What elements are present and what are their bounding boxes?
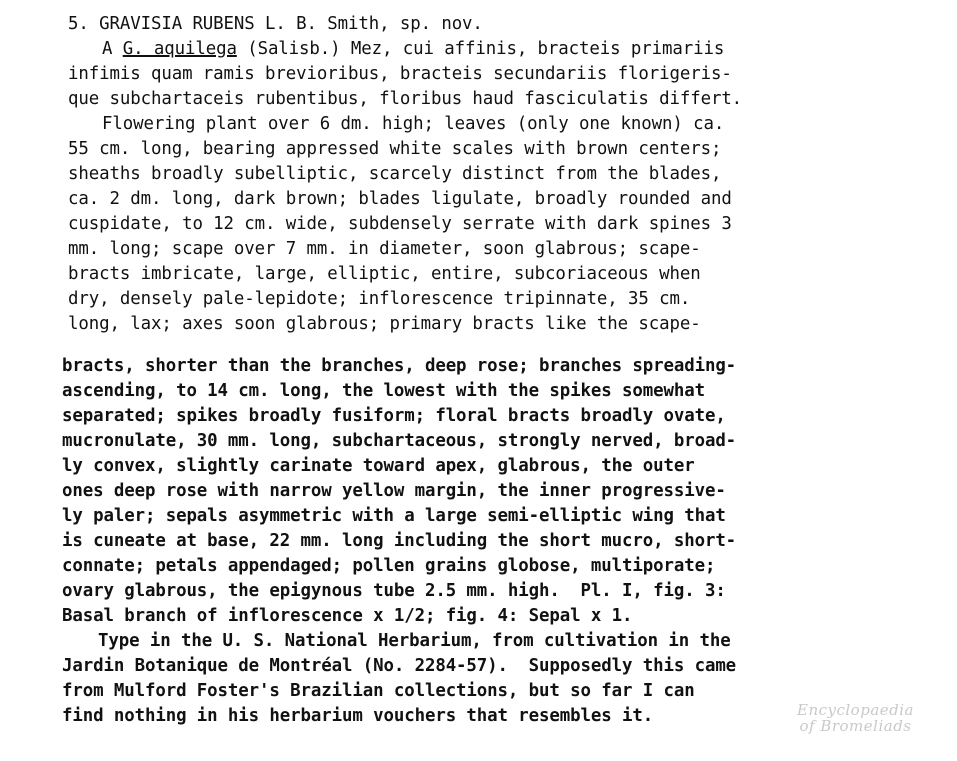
text-line [68, 316, 701, 333]
watermark-line-2: of Bromeliads [799, 717, 912, 735]
text-line [68, 216, 732, 233]
text-line [102, 41, 724, 58]
text-segment: cuspidate, to 12 cm. wide, subdensely serrate with dark spines 3 [68, 214, 732, 234]
text-line: ly paler; sepals asymmetric with a large semi-elliptic wing that [62, 506, 726, 526]
text-line [102, 116, 724, 133]
text-segment: bracts imbricate, large, elliptic, entire, subcoriaceous when [68, 264, 701, 284]
text-line [68, 166, 721, 183]
text-line [68, 241, 701, 258]
text-line: connate; petals appendaged; pollen grains globose, multiporate; [62, 556, 716, 576]
text-line: ovary glabrous, the epigynous tube 2.5 mm. high. Pl. I, fig. 3: [62, 581, 726, 601]
text-segment: ca. 2 dm. long, dark brown; blades ligulate, broadly rounded and [68, 189, 732, 209]
text-line: from Mulford Foster's Brazilian collections, but so far I can [62, 681, 695, 701]
text-segment: 55 cm. long, bearing appressed white scales with brown centers; [68, 139, 722, 159]
text-line [68, 66, 732, 83]
text-line: ones deep rose with narrow yellow margin, the inner progressive- [62, 481, 726, 501]
text-line [68, 91, 742, 108]
text-line: separated; spikes broadly fusiform; floral bracts broadly ovate, [62, 406, 726, 426]
text-line [68, 291, 690, 308]
text-segment: que subchartaceis rubentibus, floribus haud fasciculatis differt. [68, 89, 743, 109]
text-segment: infimis quam ramis brevioribus, bracteis secundariis florigeris- [68, 64, 732, 84]
text-segment: mm. long; scape over 7 mm. in diameter, soon glabrous; scape- [68, 239, 701, 259]
text-segment: dry, densely pale-lepidote; inflorescence tripinnate, 35 cm. [68, 289, 691, 309]
text-line: ascending, to 14 cm. long, the lowest with the spikes somewhat [62, 381, 705, 401]
text-line: Type in the U. S. National Herbarium, from cultivation in the [98, 631, 731, 651]
watermark [768, 702, 943, 734]
text-segment: 5. GRAVISIA RUBENS L. B. Smith, sp. nov. [68, 14, 483, 34]
text-line: is cuneate at base, 22 mm. long including the short mucro, short- [62, 531, 737, 551]
text-line: Jardin Botanique de Montréal (No. 2284-57). Supposedly this came [62, 656, 737, 676]
text-line: ly convex, slightly carinate toward apex, glabrous, the outer [62, 456, 695, 476]
text-line [68, 141, 721, 158]
text-segment: (Salisb.) Mez, cui affinis, bracteis primariis [236, 39, 725, 59]
text-line [68, 191, 732, 208]
text-line: bracts, shorter than the branches, deep rose; branches spreading- [62, 356, 737, 376]
text-segment: long, lax; axes soon glabrous; primary bracts like the scape- [68, 314, 701, 334]
text-segment: A [102, 39, 123, 59]
text-line [68, 16, 483, 33]
text-line: mucronulate, 30 mm. long, subchartaceous, strongly nerved, broad- [62, 431, 737, 451]
text-line: Basal branch of inflorescence x 1/2; fig. 4: Sepal x 1. [62, 606, 633, 626]
text-segment: sheaths broadly subelliptic, scarcely distinct from the blades, [68, 164, 722, 184]
text-line: find nothing in his herbarium vouchers that resembles it. [62, 706, 654, 726]
text-segment: Flowering plant over 6 dm. high; leaves (only one known) ca. [102, 114, 725, 134]
text-line [68, 266, 701, 283]
underlined-genus-name: G. aquilega [122, 39, 237, 59]
watermark-line-1: Encyclopaedia [797, 701, 914, 719]
